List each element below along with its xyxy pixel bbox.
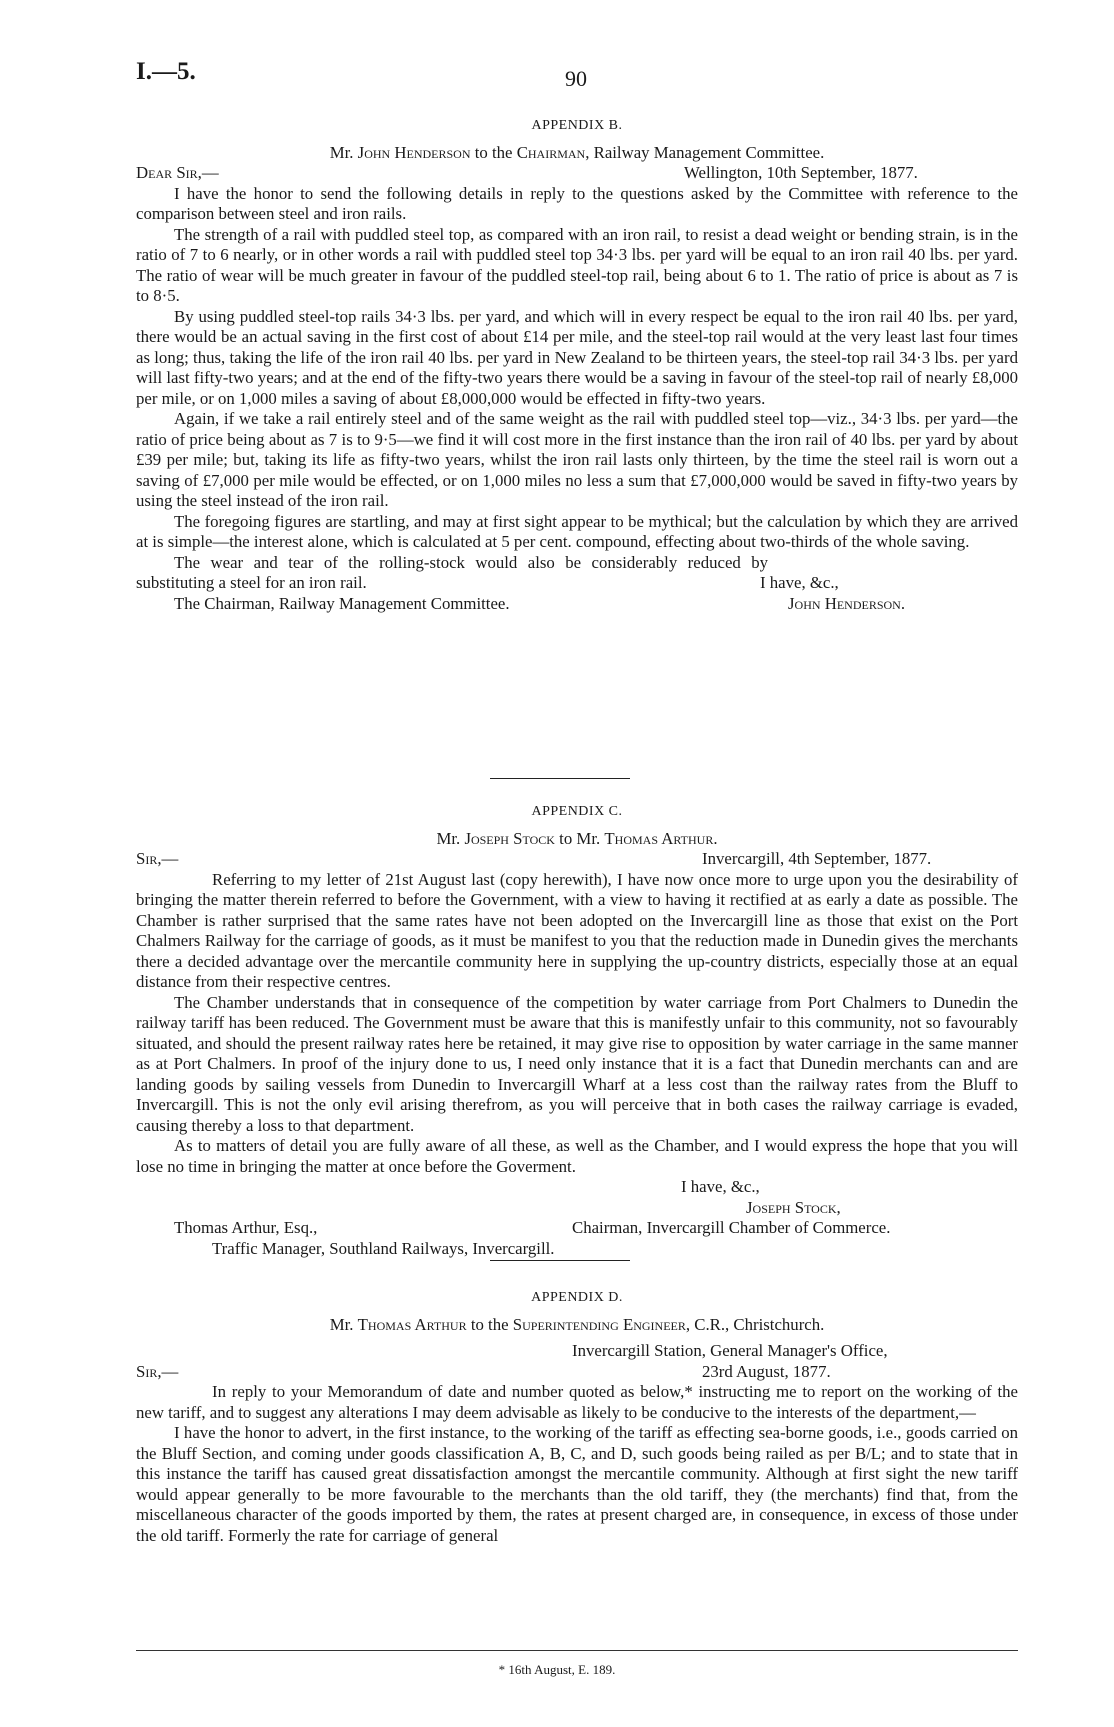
closing-row	[136, 573, 1018, 594]
title-connector: to Mr.	[559, 828, 601, 848]
appendix-c	[136, 802, 1018, 1259]
page-number: 90	[565, 66, 587, 91]
paragraph: By using puddled steel-top rails 34·3 lbs. per yard, and which will in every respect be equal to the iron rail 40 lbs. per yard, there would be an actual saving in the first cost of about £14 per mile, and the steel-top rail would at the very least last four times as long; thus, taking the life of the iron rail 40 lbs. per yard in New Zealand to be thirteen years, the steel-top rail 34·3 lbs. per yard will last fifty-two years; and at the end of the fifty-two years there would be a saving in favour of the steel-top rail of nearly £8,000 per mile, or on 1,000 miles a saving of about £8,000,000 would be effected in fifty-two years.	[136, 306, 1018, 408]
section-divider	[490, 778, 630, 779]
letter-sender: Joseph Stock	[464, 828, 555, 848]
salutation: Sir,—	[136, 849, 179, 868]
appendix-b-title	[136, 143, 1018, 164]
paragraph: I have the honor to send the following details in reply to the questions asked by the Committee with reference to the comparison between steel and iron rails.	[136, 183, 1018, 223]
title-rest: Railway Management Committee.	[593, 142, 825, 162]
document-code: I.—5.	[136, 58, 196, 85]
letter-sender: John Henderson	[357, 142, 471, 162]
paragraph: In reply to your Memorandum of date and number quoted as below,* instructing me to report on the working of the new tariff, and to suggest any alterations I may deem advisable as likely to be conducive to the interests of the department,—	[136, 1382, 1018, 1422]
letter-recipient: Superintending Engineer,	[512, 1314, 691, 1334]
appendix-c-title	[136, 829, 1018, 850]
closing: I have, &c.,	[760, 573, 839, 592]
appendix-b-heading: APPENDIX B.	[531, 118, 623, 133]
title-rest: C.R., Christchurch.	[694, 1314, 825, 1334]
paragraph: Again, if we take a rail entirely steel and of the same weight as the rail with puddled steel top—viz., 34·3 lbs. per yard—the ratio of price being about as 7 is to 9·5—we find it will cost more in the first instance than the iron rail of 40 lbs. per yard by about £39 per mile; but, taking its life as fifty-two years, whilst the iron rail lasts only thirteen, by the time the steel rail is worn out a saving of £7,000 per mile would be effected, or on 1,000 miles no less a sum that £7,000,000 would be saved in fifty-two years by using the steel instead of the iron rail.	[136, 409, 1018, 510]
appendix-c-heading: APPENDIX C.	[531, 804, 623, 819]
closing-row	[136, 1177, 1018, 1198]
title-prefix: Mr.	[329, 142, 354, 162]
letter-recipient: Thomas Arthur.	[604, 828, 718, 848]
signature: Joseph Stock,	[746, 1197, 841, 1217]
paragraph: The foregoing figures are startling, and may at first sight appear to be mythical; but the calculation by which they are arrived at is simple—the interest alone, which is calculated at 5 per cent. compound, effecting about two-thirds of the whole saving.	[136, 511, 1018, 551]
paragraph: As to matters of detail you are fully aware of all these, as well as the Chamber, and I would express the hope that you will lose no time in bringing the matter at once before the Goverment.	[136, 1136, 1018, 1176]
addressee-row	[136, 1218, 1018, 1239]
salutation: Dear Sir,—	[136, 163, 219, 182]
salutation-row	[136, 163, 1018, 184]
letter-recipient: Chairman,	[516, 142, 590, 162]
paragraph: The Chamber understands that in consequence of the competition by water carriage from Port Chalmers to Dunedin the railway tariff has been reduced. The Government must be aware that this is manifestly unfair to this community, not so favourably situated, and should the present railway rates here be retained, it may give rise to opposition by water carriage in the same manner as at Port Chalmers. In proof of the injury done to us, I need only instance that it is a fact that Dunedin merchants can and are landing goods by sailing vessels from Dunedin to Invercargill Wharf at a less cost than the railway rates from the Bluff to Invercargill. This is not the only evil arising therefrom, as you will perceive that in both cases the railway carriage is evaded, causing thereby a loss to that department.	[136, 992, 1018, 1135]
footnote: * 16th August, E. 189.	[498, 1662, 616, 1677]
letter-sender: Thomas Arthur	[357, 1314, 467, 1334]
place-row	[136, 1341, 1018, 1362]
appendix-d-heading: APPENDIX D.	[531, 1290, 623, 1305]
signature: John Henderson.	[788, 593, 906, 613]
paragraph: The wear and tear of the rolling-stock would also be considerably reduced by substituting a steel for an iron rail.	[136, 552, 768, 592]
section-divider	[490, 1260, 630, 1261]
appendix-d	[136, 1288, 1018, 1546]
title-prefix: Mr.	[436, 828, 461, 848]
salutation: Sir,—	[136, 1361, 179, 1381]
addressee-title-row	[136, 1239, 1018, 1260]
signature-row	[136, 1198, 1018, 1219]
paragraph: The strength of a rail with puddled steel top, as compared with an iron rail, to resist a dead weight or bending strain, is in the ratio of 7 to 6 nearly, or in other words a rail with puddled steel top 34·3 lbs. per yard will be equal to an iron rail 40 lbs. per yard. The ratio of wear will be much greater in favour of the puddled steel-top rail, being about 6 to 1. The ratio of price is about as 7 is to 8·5.	[136, 224, 1018, 305]
addressee: The Chairman, Railway Management Committee.	[174, 593, 510, 613]
salutation-row	[136, 1362, 1018, 1383]
place-date: Invercargill, 4th September, 1877.	[702, 849, 932, 868]
place-date: Wellington, 10th September, 1877.	[684, 163, 918, 182]
date: 23rd August, 1877.	[702, 1361, 831, 1381]
place: Invercargill Station, General Manager's Office,	[572, 1341, 888, 1360]
title-prefix: Mr.	[329, 1314, 354, 1334]
addressee: Thomas Arthur, Esq.,	[174, 1218, 318, 1237]
signature-title: Chairman, Invercargill Chamber of Commerce.	[572, 1218, 891, 1237]
title-connector: to the	[470, 1314, 509, 1334]
addressee-title: Traffic Manager, Southland Railways, Invercargill.	[212, 1238, 555, 1258]
paragraph: I have the honor to advert, in the first instance, to the working of the tariff as effecting sea-borne goods, i.e., goods carried on the Bluff Section, and coming under goods classification A, B, C, and D, such goods being railed as per B/L; and to state that in this instance the tariff has caused great dissatisfaction amongst the mercantile community. Although at first sight the new tariff would appear generally to be more favourable to the merchants than the old tariff, they (the merchants) find that, from the miscellaneous character of the goods imported by them, the rates at present charged are, in consequence, in excess of those under the old tariff. Formerly the rate for carriage of general	[136, 1423, 1018, 1545]
appendix-d-title	[136, 1315, 1018, 1336]
signature-row	[136, 594, 1018, 615]
paragraph: Referring to my letter of 21st August last (copy herewith), I have now once more to urge upon you the desirability of bringing the matter therein referred to before the Government, with a view to having it rectified at as early a date as possible. The Chamber is rather surprised that the same rates have not been adopted on the Invercargill line as those that exist on the Port Chalmers Railway for the carriage of goods, as it must be manifest to you that the reduction made in Dunedin gives the merchants there a decided advantage over the mercantile community here in supplying the up-country districts, especially those at an equal distance from their respective centres.	[136, 869, 1018, 991]
appendix-b	[136, 116, 1018, 614]
footnote-divider	[136, 1650, 1018, 1651]
closing: I have, &c.,	[681, 1177, 760, 1196]
title-connector: to the	[474, 142, 513, 162]
salutation-row	[136, 849, 1018, 870]
